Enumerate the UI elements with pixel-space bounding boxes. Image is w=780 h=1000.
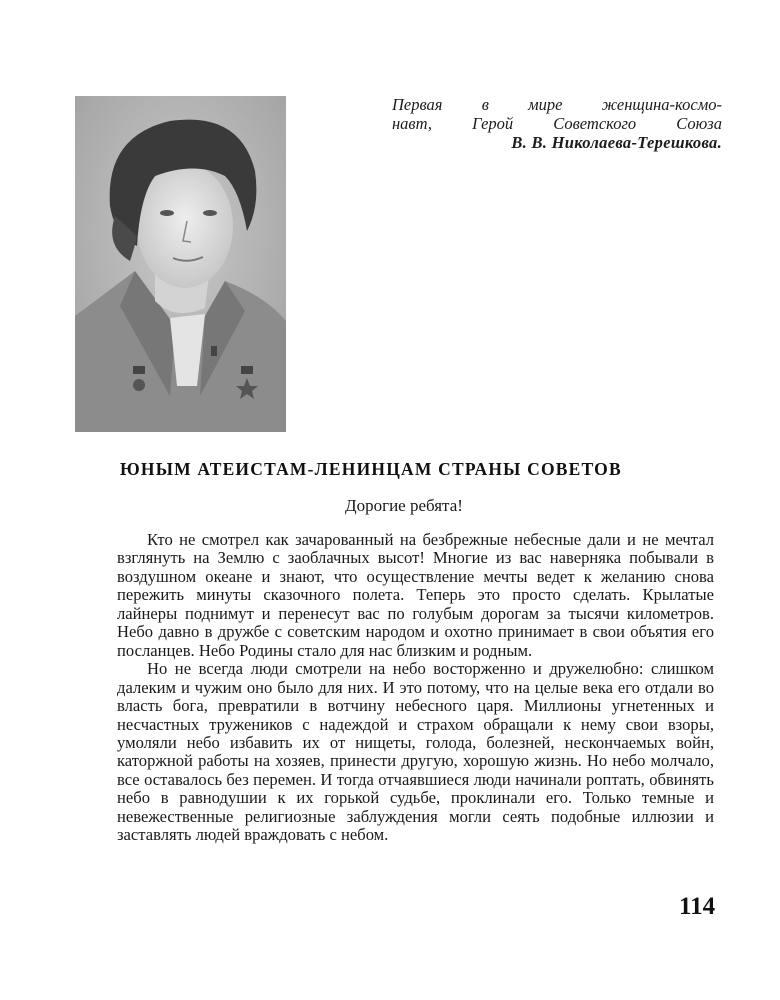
paragraph: Но не всегда люди смотрели на небо восторженно и дружелюбно: слишком далеким и чужим оно было для них. И это потому, что на целые века его отдали во власть бога, превратили в вотчину небесного царя. Миллионы угнетенных и несчастных тружеников с надеждой и страхом обращали к нему свои взоры, умоляли небо избавить их от нищеты, голода, болезней, нескончаемых войн, каторжной работы на хозяев, принести другую, хорошую жизнь. Но небо молчало, все оставалось без перемен. И тогда отчаявшиеся люди начинали роптать, обвинять небо в равнодушии к их горькой судьбе, проклинали его. Только темные и невежественные религиозные заблуждения могли сеять подобные иллюзии и заставлять людей враждовать с небом.	[117, 659, 714, 845]
portrait-image	[75, 96, 286, 432]
body-text	[117, 531, 714, 845]
caption-line: Первая в мире женщина-космо-	[392, 95, 722, 114]
salutation: Дорогие ребята!	[345, 496, 463, 515]
section-heading: ЮНЫМ АТЕИСТАМ-ЛЕНИНЦАМ СТРАНЫ СОВЕТОВ	[120, 459, 622, 479]
caption-line: навт, Герой Советского Союза	[392, 114, 722, 133]
page-number: 114	[679, 893, 716, 920]
caption-author: В. В. Николаева-Терешкова.	[511, 133, 722, 152]
paragraph: Кто не смотрел как зачарованный на безбрежные небесные дали и не мечтал взглянуть на Землю с заоблачных высот! Многие из вас наверняка побывали в воздушном океане и знают, что осуществление мечты ведет к желанию снова пережить минуты сказочного полета. Теперь это просто сделать. Крылатые лайнеры поднимут и перенесут вас по голубым дорогам за тысячи километров. Небо давно в дружбе с советским народом и охотно принимает в свои объятия его посланцев. Небо Родины стало для нас близким и родным.	[117, 530, 714, 660]
portrait-photo	[75, 96, 286, 432]
photo-caption	[392, 95, 722, 152]
